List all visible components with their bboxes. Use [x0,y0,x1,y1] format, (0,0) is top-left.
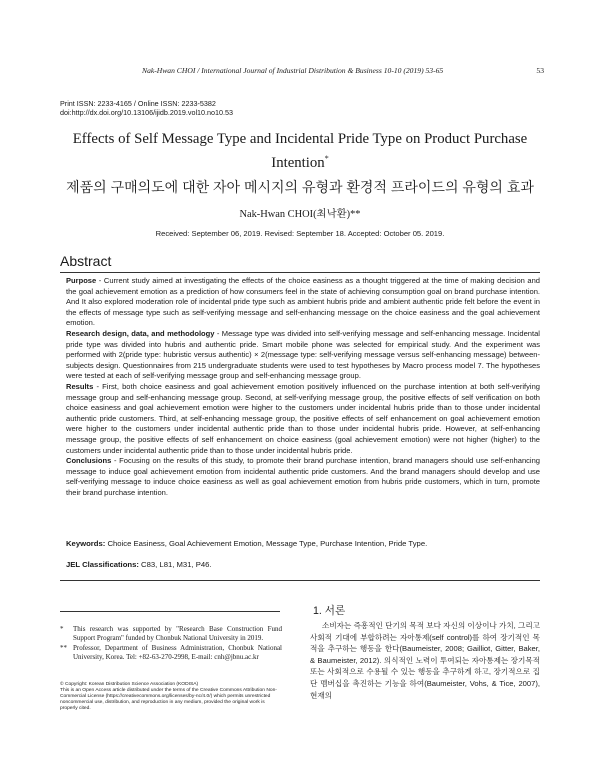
footnote-mark: * [60,625,64,633]
doi-line: doi:http://dx.doi.org/10.13106/ijidb.2019.vol10.no10.53 [60,108,234,118]
purpose-text: - Current study aimed at investigating the effects of the choice easiness as a thought triggered at the time of making decision and the goal achievement emotion as a prediction of how consumers feel in the state of achieving consumption goal on brand purchase intention. And It also explored moderation role of incidental pride type such as ambient hubris pride and ambient authentic pride felt before the event in the effects of message type such as self-verifying message and self-enhancing message on the choice easiness and the goal achievement emotion. [66,276,540,328]
abstract-bottom-rule [60,580,540,581]
paper-title-korean: 제품의 구매의도에 대한 자아 메시지의 유형과 환경적 프라이드의 유형의 효과 [66,179,534,195]
author-line: Nak-Hwan CHOI(최낙환)** [239,209,361,220]
issn-block [60,99,233,117]
footnote-text: This research was supported by "Research Base Construction Fund Support Program" funded by Chonbuk National University in 2019. [73,625,282,643]
keywords [66,539,540,548]
received-dates: Received: September 06, 2019. Revised: September 18. Accepted: October 05. 2019. [155,229,445,238]
jel-text: C83, L81, M31, P46. [138,560,212,569]
conclusions-label: Conclusions [66,456,112,466]
section-heading: 1. 서론 [313,605,346,617]
design-label: Research design, data, and methodology [66,328,215,338]
section-paragraph: 소비자는 즉흥적인 단기의 목적 보다 자신의 이상이나 가치, 그리고 사회적 기대에 부합하려는 자아통제(self control)를 하여 장기적인 목적을 추구하는 행동을 한다(Baumeister, 2008; Gailliot, Gitter, Baker, & Baumeister, 2012). 의식적인 노력이 투여되는 자아통제는 장기목적 또는 사회적으로 수용될 수 있는 행동을 추구하게 하고, 장기적으로 집단 멤버십을 촉진하는 기능을 하여(Baumeister, Vohs, & Tice, 2007), 현재의 [310,621,540,700]
abstract-heading: Abstract [60,253,112,269]
issn-line: Print ISSN: 2233-4165 / Online ISSN: 2233-5382 [60,99,216,108]
copyright-line: © Copyright: Korean Distribution Science Association (KODISA) [60,682,199,687]
footnote-mark: ** [60,643,67,652]
footnote [60,625,282,644]
footnote [60,644,282,663]
footnote-text: Professor, Department of Business Administration, Chonbuk National University, Korea. Tel: +82-63-270-2998, E-mail: cnh@jbnu.ac.kr [73,643,282,662]
jel-classifications [66,560,540,569]
abstract-results [66,382,540,456]
paper-title-english [60,129,540,173]
design-text: - Message type was divided into self-verifying message and self-enhancing message. Incidental pride type was divided into hubris and authentic pride. Smart mobile phone was selected for empirical study. And the experiment was performed with 2(pride type: hubristic versus authentic) × 2(message type: self-verifying message versus self-enhancing message) between-subjects design. Questionnaires from 215 undergraduate students were used to test hypotheses by Macro process model 7. The hypotheses were tested at each of self-verifying message group and self-enhancing message group. [66,328,540,381]
keywords-text: Choice Easiness, Goal Achievement Emotion, Message Type, Purchase Intention, Pride Type. [105,539,428,548]
title-footnote-mark: * [324,154,329,163]
abstract-design [66,329,540,382]
footnote-rule [60,611,280,612]
keywords-label: Keywords: [66,539,106,548]
license-text: This is an Open Access article distributed under the terms of the Creative Commons Attribution Non-Commercial License (https://creativecommons.org/licenses/by-nc/4.0/) which permits unrestricted noncommercial use, distribution, and reproduction in any medium, provided the original work is properly cited. [60,687,277,711]
section-body [310,620,540,701]
jel-label: JEL Classifications: [66,560,139,569]
running-header-text: Nak-Hwan CHOI / International Journal of Industrial Distribution & Business 10-10 (2019) 53-65 [142,66,444,75]
conclusions-text: - Focusing on the results of this study, to promote their brand purchase intention, brand managers should use self-enhancing message to induce goal achievement emotion from incidental authentic pride customers. And the brand managers should develop and use self-verifying message to induce choice easiness as well as goal achievement emotion from hubris pride customers, which in turn, promote their brand purchase intention. [66,456,540,497]
abstract-top-rule [60,272,540,273]
abstract-purpose [66,276,540,329]
license-notice [60,682,282,712]
running-header [142,66,544,75]
page-number: 53 [536,66,544,75]
results-label: Results [66,381,94,391]
purpose-label: Purpose [66,276,97,285]
abstract-body [66,276,540,498]
abstract-conclusions [66,456,540,498]
footnotes [60,625,282,663]
results-text: - First, both choice easiness and goal achievement emotion positively influenced on the purchase intention at both self-verifying message group and self-enhancing message group. Second, at self-verifying message group, the positive effects of self verification on both choice easiness and goal achievement emotion were higher to the customers under incidental hubris pride than to those under incidental authentic pride customers. Third, at self-enhancing message group, the positive effects of self enhancement on goal achievement emotion were higher to the customers under incidental authentic pride than to those under incidental hubris pride. However, at self-enhancing message group, the positive effects of self enhancement on choice easiness (goal achievement emotion) were not higher (higher) to the customers under incidental authentic pride than to those under incidental hubris pride. [66,381,540,455]
title-text: Effects of Self Message Type and Incidental Pride Type on Product Purchase Intention [72,131,528,171]
